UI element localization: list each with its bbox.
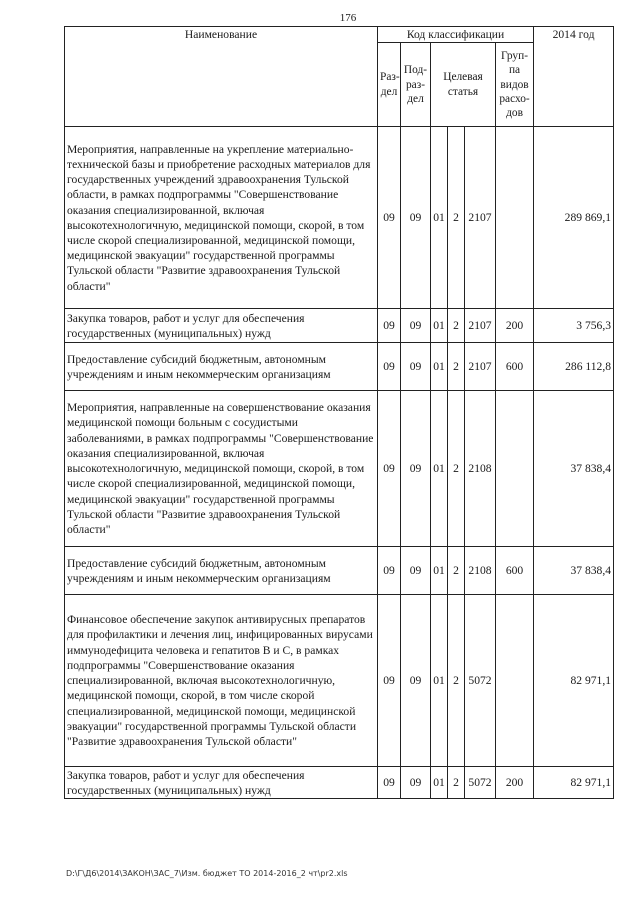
- row-amount: 82 971,1: [534, 595, 614, 767]
- row-subsection: 09: [401, 343, 431, 391]
- table-row: [65, 127, 614, 309]
- table-row: [65, 595, 614, 767]
- header-year: 2014 год: [534, 27, 614, 127]
- row-amount: 3 756,3: [534, 309, 614, 343]
- row-amount: 289 869,1: [534, 127, 614, 309]
- header-subsection: Под-раз-дел: [401, 43, 431, 127]
- row-name: Закупка товаров, работ и услуг для обеспечения государственных (муниципальных) нужд: [65, 767, 378, 799]
- row-expense-group: 600: [496, 343, 534, 391]
- row-target-3: 5072: [465, 595, 496, 767]
- page-number: 176: [339, 12, 357, 24]
- row-subsection: 09: [401, 127, 431, 309]
- row-target-2: 2: [448, 309, 465, 343]
- row-expense-group: 600: [496, 547, 534, 595]
- row-subsection: 09: [401, 595, 431, 767]
- row-target-2: 2: [448, 391, 465, 547]
- row-expense-group: [496, 127, 534, 309]
- row-name: Мероприятия, направленные на совершенствование оказания медицинской помощи больным с сосудистыми заболеваниями, в рамках подпрограммы "Совершенствование оказания специализированной, включая высокотехнологичную, медицинской помощи, скорой, в том числе скорой специализированной, медицинской помощи, медицинской эвакуации" государственной программы Тульской области "Развитие здравоохранения Тульской области": [65, 391, 378, 547]
- row-target-1: 01: [431, 547, 448, 595]
- budget-table: [64, 26, 614, 799]
- row-target-3: 2108: [465, 547, 496, 595]
- row-target-2: 2: [448, 547, 465, 595]
- row-target-2: 2: [448, 343, 465, 391]
- row-target-1: 01: [431, 595, 448, 767]
- row-target-1: 01: [431, 127, 448, 309]
- row-subsection: 09: [401, 767, 431, 799]
- row-target-2: 2: [448, 767, 465, 799]
- row-subsection: 09: [401, 309, 431, 343]
- row-name: Закупка товаров, работ и услуг для обеспечения государственных (муниципальных) нужд: [65, 309, 378, 343]
- header-row-top: [65, 27, 614, 43]
- header-name: Наименование: [65, 27, 378, 127]
- row-name: Финансовое обеспечение закупок антивирусных препаратов для профилактики и лечения лиц, инфицированных вирусами иммунодефицита человека и гепатитов В и С, в рамках подпрограммы "Совершенствование оказания специализированной, включая высокотехнологичную, медицинской помощи, скорой, в том числе скорой специализированной, медицинской помощи, медицинской эвакуации" государственной программы Тульской области "Развитие здравоохранения Тульской области": [65, 595, 378, 767]
- table-row: [65, 343, 614, 391]
- row-target-1: 01: [431, 391, 448, 547]
- row-section: 09: [378, 127, 401, 309]
- row-expense-group: 200: [496, 767, 534, 799]
- row-amount: 82 971,1: [534, 767, 614, 799]
- row-target-3: 5072: [465, 767, 496, 799]
- table-row: [65, 767, 614, 799]
- header-expense-group: Груп-па видов расхо-дов: [496, 43, 534, 127]
- header-classification: Код классификации: [378, 27, 534, 43]
- row-expense-group: [496, 595, 534, 767]
- row-target-3: 2107: [465, 127, 496, 309]
- row-name: Предоставление субсидий бюджетным, автономным учреждениям и иным некоммерческим организациям: [65, 547, 378, 595]
- row-target-3: 2107: [465, 343, 496, 391]
- row-amount: 37 838,4: [534, 391, 614, 547]
- row-section: 09: [378, 309, 401, 343]
- row-target-3: 2108: [465, 391, 496, 547]
- table-row: [65, 391, 614, 547]
- file-path-footer: D:\Г\Д6\2014\ЗАКОН\ЗАС_7\Изм. бюджет ТО 2014-2016_2 чт\pr2.xls: [66, 869, 348, 878]
- row-section: 09: [378, 767, 401, 799]
- row-target-2: 2: [448, 595, 465, 767]
- row-expense-group: 200: [496, 309, 534, 343]
- row-subsection: 09: [401, 547, 431, 595]
- row-section: 09: [378, 343, 401, 391]
- row-section: 09: [378, 595, 401, 767]
- row-section: 09: [378, 391, 401, 547]
- row-target-2: 2: [448, 127, 465, 309]
- table-row: [65, 309, 614, 343]
- table-row: [65, 547, 614, 595]
- row-name: Предоставление субсидий бюджетным, автономным учреждениям и иным некоммерческим организациям: [65, 343, 378, 391]
- row-amount: 37 838,4: [534, 547, 614, 595]
- row-target-1: 01: [431, 767, 448, 799]
- row-expense-group: [496, 391, 534, 547]
- header-target-article: Целевая статья: [431, 43, 496, 127]
- header-section: Раз-дел: [378, 43, 401, 127]
- row-target-1: 01: [431, 309, 448, 343]
- row-target-1: 01: [431, 343, 448, 391]
- row-name: Мероприятия, направленные на укрепление материально-технической базы и приобретение расходных материалов для государственных учреждений здравоохранения Тульской области, в рамках подпрограммы "Совершенствование оказания специализированной, включая высокотехнологичную, медицинской помощи, скорой, в том числе скорой специализированной, медицинской помощи, медицинской эвакуации" государственной программы Тульской области "Развитие здравоохранения Тульской области": [65, 127, 378, 309]
- row-amount: 286 112,8: [534, 343, 614, 391]
- row-subsection: 09: [401, 391, 431, 547]
- row-section: 09: [378, 547, 401, 595]
- row-target-3: 2107: [465, 309, 496, 343]
